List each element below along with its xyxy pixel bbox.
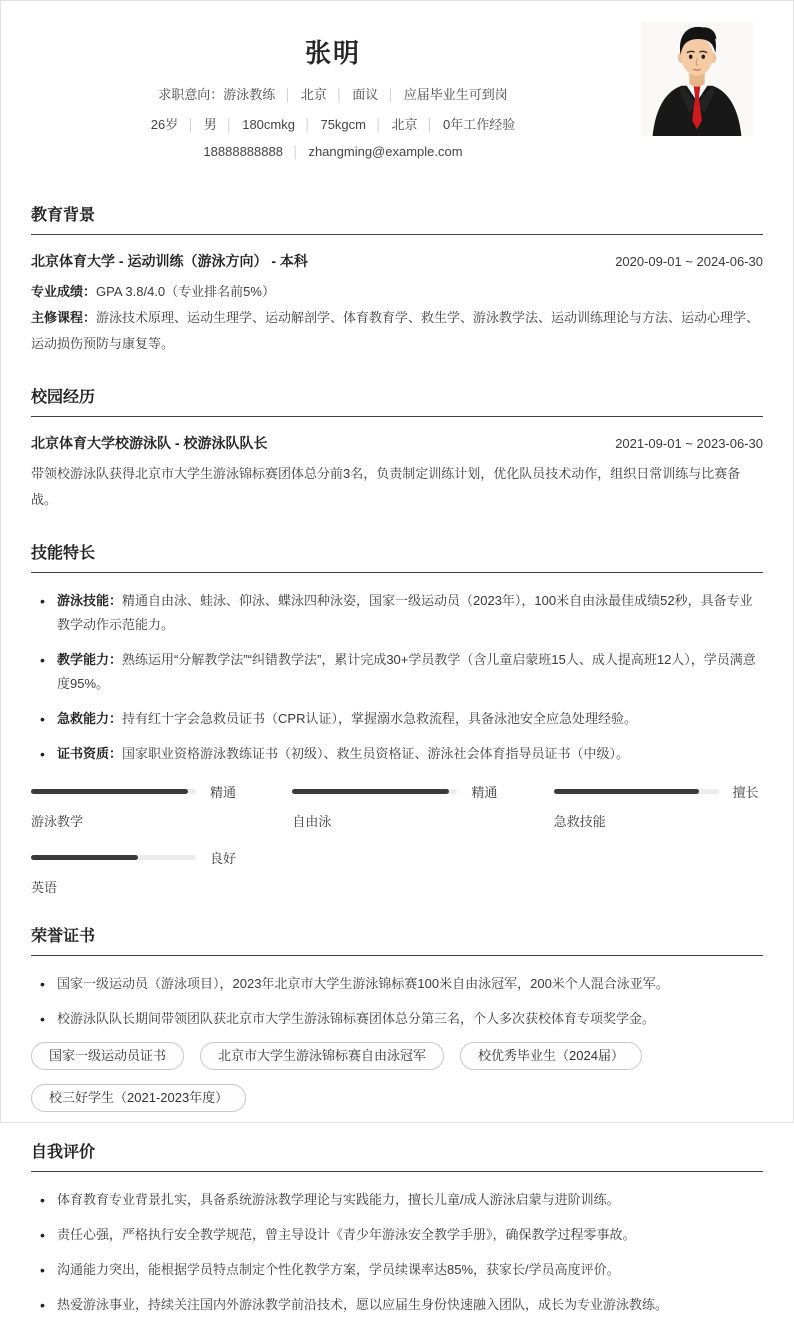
skill-label: 教学能力： xyxy=(57,652,123,667)
salary-expectation: 面议 xyxy=(352,87,379,102)
skill-level: 擅长 xyxy=(732,785,759,800)
skill-text: 精通自由泳、蛙泳、仰泳、蝶泳四种泳姿，国家一级运动员（2023年），100米自由泳最佳成绩52秒，具备专业教学动作示范能力。 xyxy=(57,593,753,632)
honor-bullet: • 国家一级运动员（游泳项目），2023年北京市大学生游泳锦标赛100米自由泳冠军，200米个人混合泳亚军。 xyxy=(31,972,763,996)
skill-bar-item xyxy=(31,782,240,830)
skill-name: 游泳教学 xyxy=(31,814,84,829)
job-intent-line xyxy=(31,84,635,103)
profile-photo xyxy=(641,21,753,137)
section-education xyxy=(31,202,763,357)
separator: │ xyxy=(375,118,383,132)
section-title-education: 教育背景 xyxy=(31,202,763,235)
height: 180cmkg xyxy=(242,117,295,132)
age: 26岁 xyxy=(150,117,179,132)
separator: │ xyxy=(187,118,195,132)
skill-bar-fill xyxy=(31,855,138,860)
courses-label: 主修课程： xyxy=(31,310,97,325)
skill-bar-track xyxy=(31,789,196,794)
candidate-name: 张明 xyxy=(304,38,361,68)
skill-text: 国家职业资格游泳教练证书（初级）、救生员资格证、游泳社会体育指导员证书（中级）。 xyxy=(122,746,630,761)
section-skills xyxy=(31,540,763,896)
skill-bar-row xyxy=(554,782,763,801)
skill-bar-fill xyxy=(554,789,699,794)
self-eval-bullet: • 责任心强，严格执行安全教学规范，曾主导设计《青少年游泳安全教学手册》，确保教学过程零事故。 xyxy=(31,1223,763,1247)
skill-bar-item xyxy=(31,848,240,896)
skill-text: 持有红十字会急救员证书（CPR认证），掌握溺水急救流程，具备泳池安全应急处理经验。 xyxy=(122,711,637,726)
skill-label: 证书资质： xyxy=(57,746,123,761)
self-eval-bullet: • 热爱游泳事业，持续关注国内外游泳教学前沿技术，愿以应届生身份快速融入团队，成长为专业游泳教练。 xyxy=(31,1293,763,1317)
separator: │ xyxy=(225,118,234,132)
skill-bar-fill xyxy=(292,789,449,794)
availability: 应届毕业生可到岗 xyxy=(403,87,508,102)
separator: │ xyxy=(387,88,395,102)
skill-bullet xyxy=(31,707,763,731)
skill-bar-row xyxy=(292,782,501,801)
skill-label: 游泳技能： xyxy=(57,593,123,608)
skill-bullet xyxy=(31,742,763,766)
self-eval-bullet-list xyxy=(31,1188,763,1317)
intent-city: 北京 xyxy=(300,87,327,102)
gpa-line xyxy=(31,279,763,305)
header-main xyxy=(31,23,635,170)
self-eval-bullet: • 沟通能力突出，能根据学员特点制定个性化教学方案，学员续课率达85%，获家长/学员高度评价。 xyxy=(31,1258,763,1282)
self-eval-bullet: • 体育教育专业背景扎实，具备系统游泳教学理论与实践能力，擅长儿童/成人游泳启蒙与进阶训练。 xyxy=(31,1188,763,1212)
experience-years: 0年工作经验 xyxy=(443,117,516,132)
separator: │ xyxy=(426,118,435,132)
gpa-value: GPA 3.8/4.0（专业排名前5%） xyxy=(96,284,275,299)
separator: │ xyxy=(284,88,292,102)
email-address: zhangming@example.com xyxy=(308,144,463,159)
gender: 男 xyxy=(203,117,217,132)
skill-bar-row xyxy=(31,782,240,801)
school-and-major: 北京体育大学 - 运动训练（游泳方向） - 本科 xyxy=(31,253,308,269)
section-campus-experience xyxy=(31,384,763,513)
gpa-label: 专业成绩： xyxy=(31,284,97,299)
skill-bar-track xyxy=(554,789,719,794)
section-self-evaluation xyxy=(31,1139,763,1317)
skill-level: 良好 xyxy=(210,851,237,866)
section-title-self-eval: 自我评价 xyxy=(31,1139,763,1172)
education-date-range: 2020-09-01 ~ 2024-06-30 xyxy=(615,254,763,269)
courses-line xyxy=(31,305,763,357)
skill-label: 急救能力： xyxy=(57,711,123,726)
certificate-badge: 校优秀毕业生（2024届） xyxy=(460,1042,642,1070)
section-title-skills: 技能特长 xyxy=(31,540,763,573)
honors-bullet-list xyxy=(31,972,763,1031)
skill-bars xyxy=(31,782,763,896)
section-title-campus: 校园经历 xyxy=(31,384,763,417)
campus-date-range: 2021-09-01 ~ 2023-06-30 xyxy=(615,436,763,451)
section-title-honors: 荣誉证书 xyxy=(31,923,763,956)
skill-level: 精通 xyxy=(471,785,498,800)
certificate-badges xyxy=(31,1042,763,1112)
campus-entry-head xyxy=(31,433,763,453)
avatar-illustration xyxy=(641,21,753,137)
separator: │ xyxy=(291,145,300,159)
skill-bar-row xyxy=(31,848,240,867)
skill-name: 自由泳 xyxy=(292,814,332,829)
skill-bar-item xyxy=(292,782,501,830)
certificate-badge: 校三好学生（2021-2023年度） xyxy=(31,1084,246,1112)
skill-bar-fill xyxy=(31,789,188,794)
skill-bar-item xyxy=(554,782,763,830)
certificate-badge: 国家一级运动员证书 xyxy=(31,1042,184,1070)
resume-header xyxy=(31,23,763,170)
skill-bullet xyxy=(31,648,763,696)
personal-info-line xyxy=(31,114,635,133)
weight: 75kgcm xyxy=(320,117,366,132)
skill-bar-track xyxy=(31,855,196,860)
section-honors xyxy=(31,923,763,1112)
phone-number: 18888888888 xyxy=(203,144,283,159)
separator: │ xyxy=(335,88,344,102)
campus-description: 带领校游泳队获得北京市大学生游泳锦标赛团体总分前3名，负责制定训练计划，优化队员技术动作，组织日常训练与比赛备战。 xyxy=(31,466,741,507)
contact-line xyxy=(31,144,635,159)
certificate-badge: 北京市大学生游泳锦标赛自由泳冠军 xyxy=(200,1042,444,1070)
skill-bar-track xyxy=(292,789,457,794)
skill-level: 精通 xyxy=(210,785,237,800)
location: 北京 xyxy=(391,117,418,132)
separator: │ xyxy=(303,118,312,132)
job-intent: 求职意向：游泳教练 xyxy=(158,87,276,102)
skill-bullet xyxy=(31,589,763,637)
organization-and-role: 北京体育大学校游泳队 - 校游泳队队长 xyxy=(31,435,268,451)
skill-name: 英语 xyxy=(31,880,58,895)
skills-bullet-list xyxy=(31,589,763,766)
courses-value: 游泳技术原理、运动生理学、运动解剖学、体育教育学、救生学、游泳教学法、运动训练理论与方法、运动心理学、运动损伤预防与康复等。 xyxy=(31,310,760,351)
skill-text: 熟练运用“分解教学法”“纠错教学法”，累计完成30+学员教学（含儿童启蒙班15人、成人提高班12人），学员满意度95%。 xyxy=(57,652,756,691)
skill-name: 急救技能 xyxy=(553,814,606,829)
honor-bullet: • 校游泳队队长期间带领团队获北京市大学生游泳锦标赛团体总分第三名，个人多次获校体育专项奖学金。 xyxy=(31,1007,763,1031)
education-entry-head xyxy=(31,251,763,271)
